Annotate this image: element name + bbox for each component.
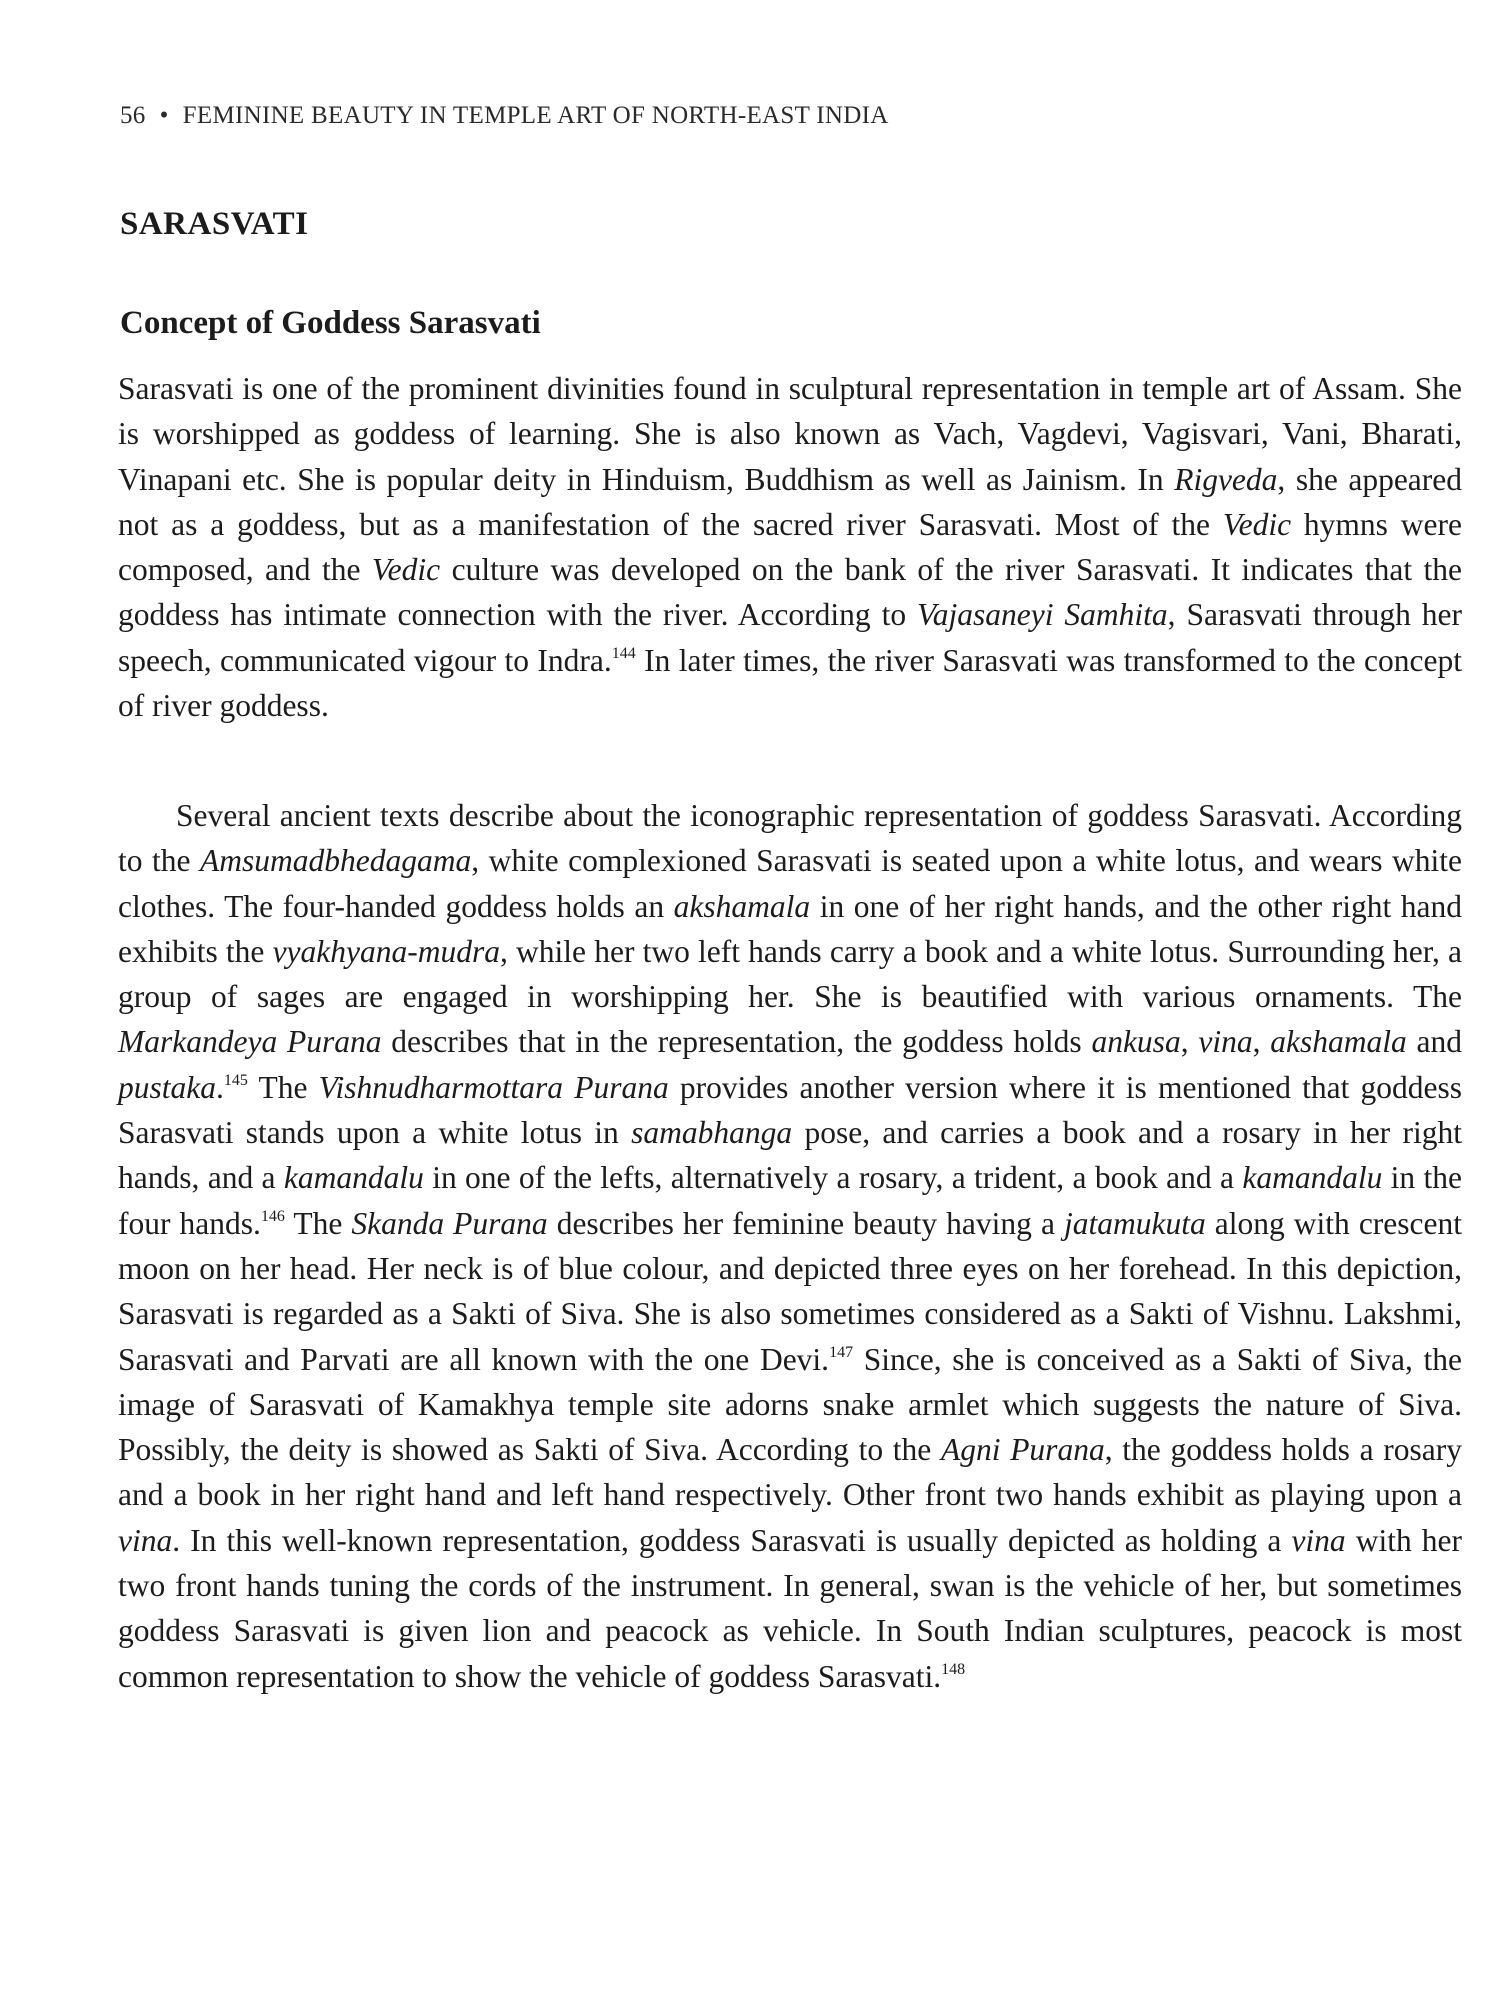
italic-term: samabhanga xyxy=(631,1115,793,1151)
text-run: Since, she is conceived as a Sakti of Siva, the image of Sarasvati of Kamakhya temple site adorns snake armlet which suggests the nature of Siva. Possibly, the deity is showed as Sakti of Siva. According to the xyxy=(118,1341,1462,1468)
italic-term: Vajasaneyi Samhita xyxy=(917,597,1168,633)
text-run: , while her two left hands carry a book and a white lotus. Surrounding her, a group of sages are engaged in worshipping her. She is beautified with various ornaments. The xyxy=(118,933,1462,1015)
italic-term: Vedic xyxy=(1222,506,1292,542)
text-run: , white complexioned Sarasvati is seated upon a white lotus, and wears white clothes. The four-handed goddess holds an xyxy=(118,843,1462,924)
text-run: Sarasvati is one of the prominent divinities found in sculptural representation in temple art of Assam. She is worshipped as goddess of learning. She is also known as Vach, Vagdevi, Vagisvari, Vani, Bharati, Vinapani etc. She is popular deity in Hinduism, Buddhism as well as Jainism. In xyxy=(118,371,1462,497)
italic-term: kamandalu xyxy=(283,1160,424,1196)
footnote-reference: 147 xyxy=(829,1343,854,1361)
italic-term: akshamala xyxy=(673,888,811,924)
italic-term: Skanda Purana xyxy=(351,1205,548,1241)
italic-term: Markandeya Purana xyxy=(118,1024,382,1060)
italic-term: Agni Purana xyxy=(941,1432,1105,1468)
book-title: FEMININE BEAUTY IN TEMPLE ART OF NORTH-EAST INDIA xyxy=(182,102,889,129)
body-paragraph-2 xyxy=(118,793,1462,1699)
text-run: in one of her right hands, and the other right hand exhibits the xyxy=(118,888,1463,969)
text-run: . xyxy=(216,1069,224,1105)
footnote-reference: 144 xyxy=(611,644,636,662)
text-run: along with crescent moon on her head. Her neck is of blue colour, and depicted three eyes on her forehead. In this depiction, Sarasvati is regarded as a Sakti of Siva. She is also sometimes considered as a Sakti of Vishnu. Lakshmi, Sarasvati and Parvati are all known with the one Devi. xyxy=(118,1205,1463,1377)
italic-term: ankusa xyxy=(1091,1024,1181,1060)
text-run: in the four hands. xyxy=(118,1160,1463,1241)
italic-term: vina xyxy=(118,1522,173,1558)
footnote-reference: 148 xyxy=(941,1660,966,1678)
text-run: , Sarasvati through her speech, communicated vigour to Indra. xyxy=(118,597,1462,678)
text-run: culture was developed on the bank of the river Sarasvati. It indicates that the goddess has intimate connection with the river. According to xyxy=(118,552,1463,633)
subsection-title: Concept of Goddess Sarasvati xyxy=(120,305,541,341)
text-run: describes that in the representation, the goddess holds xyxy=(381,1024,1092,1060)
italic-term: Vedic xyxy=(371,552,441,588)
text-run: provides another version where it is mentioned that goddess Sarasvati stands upon a white lotus in xyxy=(118,1069,1463,1151)
text-run: Several ancient texts describe about the iconographic representation of goddess Sarasvati. According to the xyxy=(118,798,1462,879)
text-run: The xyxy=(247,1069,319,1105)
italic-term: vina xyxy=(1291,1522,1346,1558)
running-header xyxy=(120,102,889,130)
italic-term: Amsumadbhedagama xyxy=(200,843,472,879)
text-run: , the goddess holds a rosary and a book in her right hand and left hand respectively. Other front two hands exhibit as playing upon a xyxy=(118,1432,1462,1513)
section-title: SARASVATI xyxy=(120,206,309,242)
footnote-reference: 145 xyxy=(223,1071,248,1089)
text-run: and xyxy=(1406,1024,1463,1060)
footnote-reference: 146 xyxy=(260,1207,285,1225)
text-run: describes her feminine beauty having a xyxy=(547,1205,1064,1241)
text-run: with her two front hands tuning the cords of the instrument. In general, swan is the vehicle of her, but sometimes goddess Sarasvati is given lion and peacock as vehicle. In South Indian sculptures, peacock is most common representation to show the vehicle of goddess Sarasvati. xyxy=(118,1522,1462,1694)
italic-term: vina xyxy=(1198,1024,1253,1060)
italic-term: vyakhyana-mudra xyxy=(272,933,500,969)
body-paragraph-1 xyxy=(118,366,1462,728)
text-run: pose, and carries a book and a rosary in her right hands, and a xyxy=(118,1115,1462,1196)
italic-term: jatamukuta xyxy=(1063,1205,1206,1241)
header-separator: • xyxy=(159,102,169,129)
italic-term: Rigveda xyxy=(1174,461,1278,497)
page-number: 56 xyxy=(120,102,146,129)
italic-term: pustaka xyxy=(118,1069,216,1105)
text-run: . In this well-known representation, goddess Sarasvati is usually depicted as holding a xyxy=(172,1522,1292,1558)
text-run: in one of the lefts, alternatively a rosary, a trident, a book and a xyxy=(423,1160,1243,1196)
italic-term: kamandalu xyxy=(1242,1160,1383,1196)
text-run: , she appeared not as a goddess, but as a manifestation of the sacred river Sarasvati. Most of the xyxy=(118,461,1462,542)
text-run: , xyxy=(1252,1024,1271,1060)
italic-term: akshamala xyxy=(1270,1024,1407,1060)
text-run: In later times, the river Sarasvati was transformed to the concept of river goddess. xyxy=(118,642,1463,724)
text-run: hymns were composed, and the xyxy=(118,506,1462,588)
text-run: , xyxy=(1180,1024,1199,1060)
text-run: The xyxy=(284,1205,352,1241)
italic-term: Vishnudharmottara Purana xyxy=(318,1069,669,1105)
